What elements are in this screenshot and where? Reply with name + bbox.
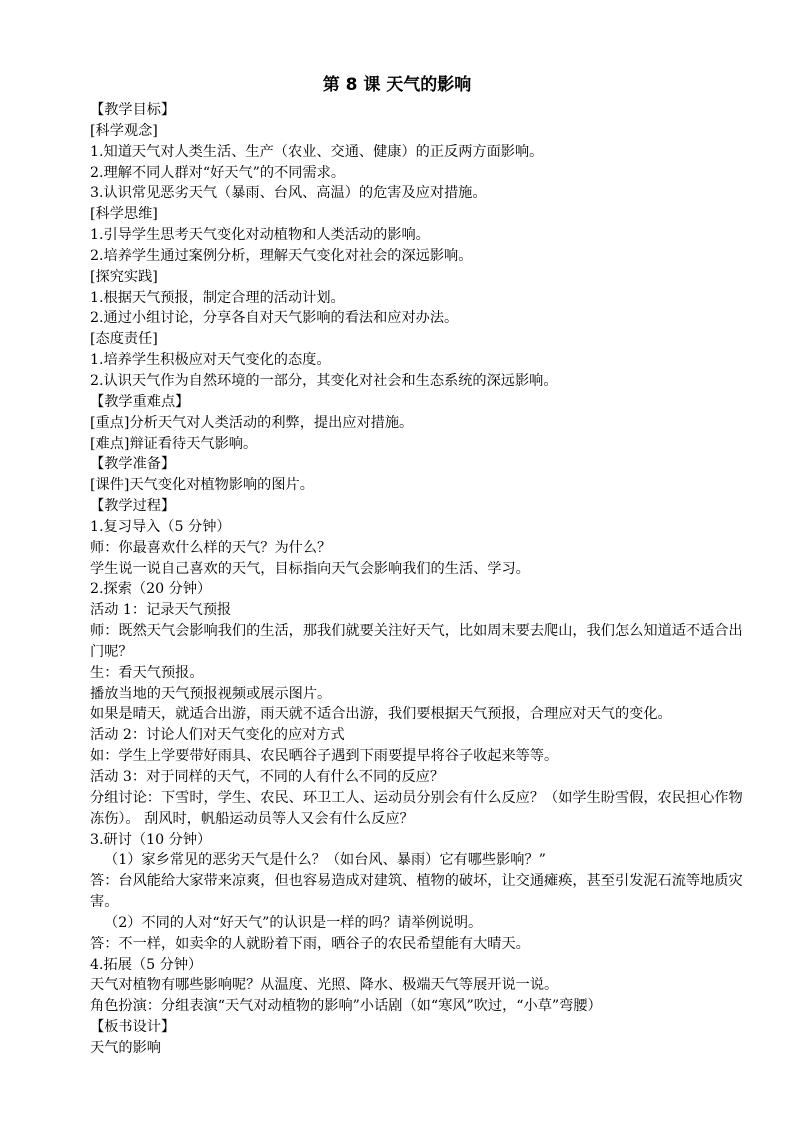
section-heading: 【教学过程】 <box>90 498 176 515</box>
text-paragraph: 师：既然天气会影响我们的生活，那我们就要关注好天气，比如周末要去爬山，我们怎么知道适不适合出门呢？ <box>90 623 743 660</box>
text-paragraph: 分组讨论：下雪时，学生、农民、环卫工人、运动员分别会有什么反应？（如学生盼雪假，农民担心作物冻伤）。 刮风时，帆船运动员等人又会有什么反应？ <box>90 789 743 827</box>
text-line: （1）家乡常见的恶劣天气是什么？（如台风、暴雨）它有哪些影响？” <box>104 852 546 869</box>
text-line: [难点]辩证看待天气影响。 <box>90 435 258 452</box>
section-heading: 【教学重难点】 <box>90 393 190 410</box>
text-line: 活动 3：对于同样的天气，不同的人有什么不同的反应？ <box>90 769 445 785</box>
subsection-heading: [科学思维] <box>90 206 158 223</box>
text-line: [课件]天气变化对植物影响的图片。 <box>90 477 314 494</box>
text-line: 1.引导学生思考天气变化对动植物和人类活动的影响。 <box>90 227 430 244</box>
document-body <box>62 100 752 1059</box>
text-line: 3.认识常见恶劣天气（暴雨、台风、高温）的危害及应对措施。 <box>90 185 487 202</box>
text-line: 1.知道天气对人类生活、生产（农业、交通、健康）的正反两方面影响。 <box>90 143 544 160</box>
section-heading: 【板书设计】 <box>90 1019 176 1036</box>
text-line: （2）不同的人对“好天气”的认识是一样的吗？请举例说明。 <box>104 914 483 931</box>
text-line: 生：看天气预报。 <box>90 664 204 681</box>
text-line: 活动 1：记录天气预报 <box>90 602 232 619</box>
subsection-heading: [态度责任] <box>90 331 158 348</box>
text-line: 2.培养学生通过案例分析，理解天气变化对社会的深远影响。 <box>90 247 473 264</box>
text-line: 活动 2：讨论人们对天气变化的应对方式 <box>90 727 345 744</box>
text-line: 学生说一说自己喜欢的天气，目标指向天气会影响我们的生活、学习。 <box>90 560 530 577</box>
section-heading: 【教学准备】 <box>90 456 176 473</box>
text-line: 2.理解不同人群对“好天气”的不同需求。 <box>90 164 346 181</box>
text-line: 2.探索（20 分钟） <box>90 581 212 598</box>
text-line: 角色扮演：分组表演“天气对动植物的影响”小话剧（如“寒风”吹过，“小草”弯腰） <box>90 998 602 1015</box>
text-line: 2.认识天气作为自然环境的一部分，其变化对社会和生态系统的深远影响。 <box>90 372 558 389</box>
text-line: 师：你最喜欢什么样的天气？为什么？ <box>90 539 332 556</box>
section-heading: 【教学目标】 <box>90 102 176 118</box>
text-line: 答：不一样，如卖伞的人就盼着下雨，晒谷子的农民希望能有大晴天。 <box>90 935 530 952</box>
text-line: 1.复习导入（5 分钟） <box>90 518 231 535</box>
text-line: 4.拓展（5 分钟） <box>90 956 203 973</box>
text-line: 如：学生上学要带好雨具、农民晒谷子遇到下雨要提早将谷子收起来等等。 <box>90 748 559 765</box>
text-line: [重点]分析天气对人类活动的利弊，提出应对措施。 <box>90 414 414 431</box>
text-line: 如果是晴天，就适合出游，雨天就不适合出游，我们要根据天气预报，合理应对天气的变化。 <box>90 706 672 723</box>
text-line: 天气对植物有哪些影响呢？从温度、光照、降水、极端天气等展开说一说。 <box>90 977 559 994</box>
text-line: 天气的影响 <box>90 1039 161 1056</box>
text-line: 播放当地的天气预报视频或展示图片。 <box>90 685 332 702</box>
text-line: 1.培养学生积极应对天气变化的态度。 <box>90 352 331 369</box>
text-line: 3.研讨（10 分钟） <box>90 831 212 848</box>
text-line: 1.根据天气预报，制定合理的活动计划。 <box>90 289 345 306</box>
text-paragraph: 答：台风能给大家带来凉爽，但也容易造成对建筑、植物的破坏，让交通瘫痪，甚至引发泥石流等地质灾害。 <box>90 873 743 911</box>
page-title: 第 8 课 天气的影响 <box>322 75 472 95</box>
subsection-heading: [科学观念] <box>90 122 158 139</box>
text-line: 2.通过小组讨论，分享各自对天气影响的看法和应对办法。 <box>90 310 459 327</box>
subsection-heading: [探究实践] <box>90 268 158 285</box>
